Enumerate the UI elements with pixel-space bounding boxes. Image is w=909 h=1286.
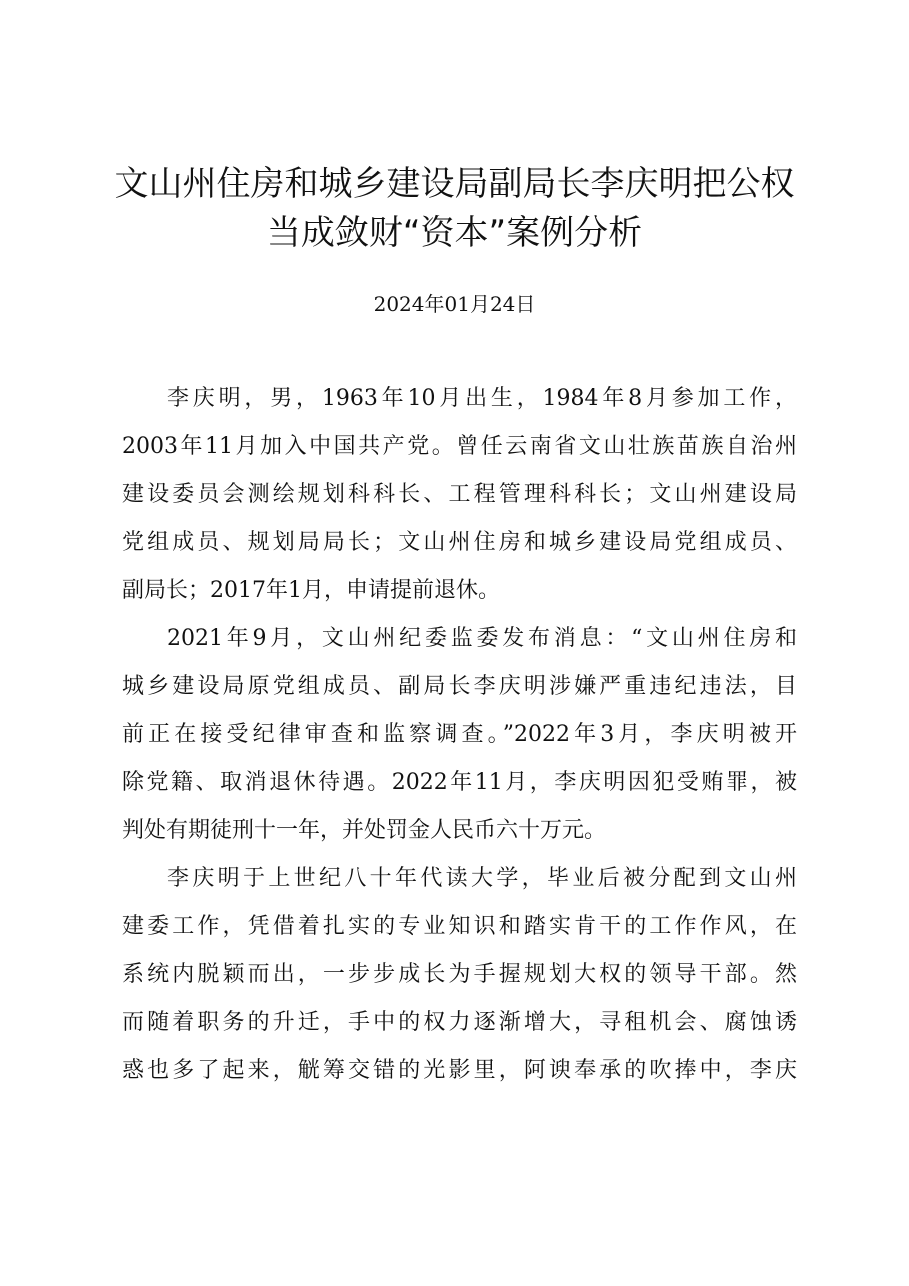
paragraph-2-line-4: 除党籍、取消退休待遇。2022年11月，李庆明因犯受贿罪，被 xyxy=(122,770,797,795)
paragraph-3-line-2: 建委工作，凭借着扎实的专业知识和踏实肯干的工作作风，在 xyxy=(122,914,797,939)
paragraph-3-line-4: 而随着职务的升迁，手中的权力逐渐增大，寻租机会、腐蚀诱 xyxy=(122,1010,797,1035)
paragraph-1-line-2: 2003年11月加入中国共产党。曾任云南省文山壮族苗族自治州 xyxy=(122,434,797,459)
paragraph-2-line-5: 判处有期徒刑十一年，并处罚金人民币六十万元。 xyxy=(122,818,607,843)
paragraph-2-line-3: 前正在接受纪律审查和监察调查。”2022年3月，李庆明被开 xyxy=(122,722,797,747)
paragraph-3-line-5: 惑也多了起来，觥筹交错的光影里，阿谀奉承的吹捧中，李庆 xyxy=(122,1058,797,1083)
paragraph-1-line-1: 李庆明，男，1963年10月出生，1984年8月参加工作， xyxy=(167,386,797,411)
document-title-line-2: 当成敛财“资本”案例分析 xyxy=(266,213,643,253)
document-title-line-1: 文山州住房和城乡建设局副局长李庆明把公权 xyxy=(114,164,795,204)
paragraph-2-line-2: 城乡建设局原党组成员、副局长李庆明涉嫌严重违纪违法，目 xyxy=(122,674,797,699)
paragraph-1-line-3: 建设委员会测绘规划科科长、工程管理科科长；文山州建设局 xyxy=(122,482,797,507)
paragraph-1-line-5: 副局长；2017年1月，申请提前退休。 xyxy=(122,578,500,603)
paragraph-2-line-1: 2021年9月，文山州纪委监委发布消息：“文山州住房和 xyxy=(167,626,797,651)
paragraph-3-line-1: 李庆明于上世纪八十年代读大学，毕业后被分配到文山州 xyxy=(167,866,797,891)
document-date: 2024年01月24日 xyxy=(373,292,536,316)
paragraph-1-line-4: 党组成员、规划局局长；文山州住房和城乡建设局党组成员、 xyxy=(122,530,797,555)
paragraph-3-line-3: 系统内脱颖而出，一步步成长为手握规划大权的领导干部。然 xyxy=(122,962,797,987)
